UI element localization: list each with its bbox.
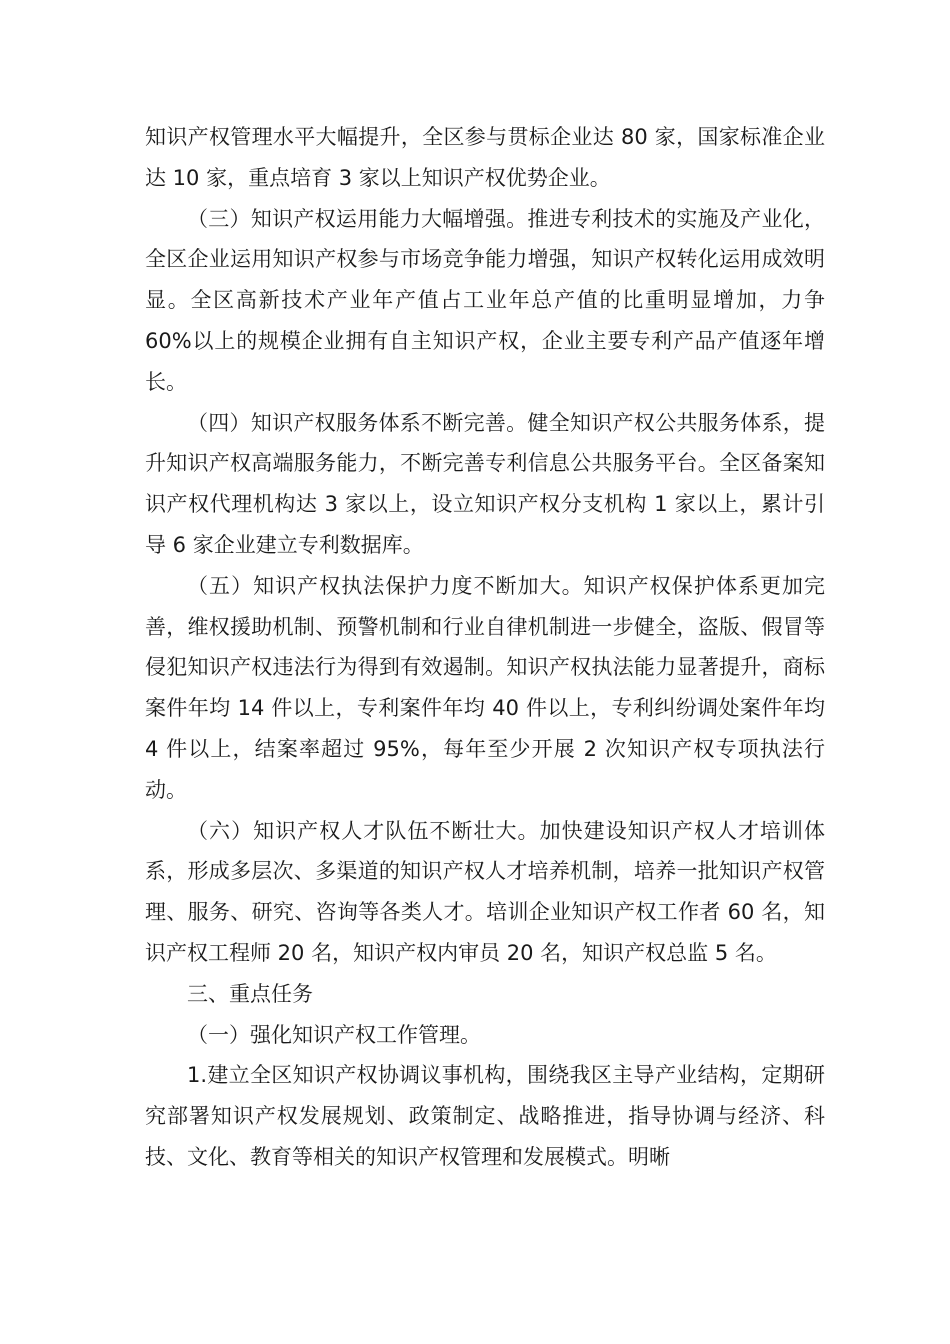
paragraph-section-5: （五）知识产权执法保护力度不断加大。知识产权保护体系更加完善，维权援助机制、预警机制和行业自律机制进一步健全，盗版、假冒等侵犯知识产权违法行为得到有效遏制。知识产权执法能力显著提升，商标案件年均 14 件以上，专利案件年均 40 件以上，专利纠纷调处案件年均 4 件以上，结案率超过 95%，每年至少开展 2 次知识产权专项执法行动。 (145, 573, 825, 802)
paragraph-section-4: （四）知识产权服务体系不断完善。健全知识产权公共服务体系，提升知识产权高端服务能力，不断完善专利信息公共服务平台。全区备案知识产权代理机构达 3 家以上，设立知识产权分支机构 1 家以上，累计引导 6 家企业建立专利数据库。 (145, 410, 825, 557)
heading-key-tasks: 三、重点任务 (187, 981, 313, 1006)
paragraph-item-1: 1.建立全区知识产权协调议事机构，围绕我区主导产业结构，定期研究部署知识产权发展规划、政策制定、战略推进，指导协调与经济、科技、文化、教育等相关的知识产权管理和发展模式。明晰 (145, 1063, 825, 1169)
paragraph-section-6: （六）知识产权人才队伍不断壮大。加快建设知识产权人才培训体系，形成多层次、多渠道的知识产权人才培养机制，培养一批知识产权管理、服务、研究、咨询等各类人才。培训企业知识产权工作者 60 名，知识产权工程师 20 名，知识产权内审员 20 名，知识产权总监 5 名。 (145, 818, 825, 965)
document-body (145, 117, 825, 1178)
paragraph-continuation: 知识产权管理水平大幅提升，全区参与贯标企业达 80 家，国家标准企业达 10 家，重点培育 3 家以上知识产权优势企业。 (145, 125, 825, 190)
subheading-strengthen-management: （一）强化知识产权工作管理。 (187, 1022, 481, 1047)
paragraph-section-3: （三）知识产权运用能力大幅增强。推进专利技术的实施及产业化，全区企业运用知识产权参与市场竞争能力增强，知识产权转化运用成效明显。全区高新技术产业年产值占工业年总产值的比重明显增加，力争 60%以上的规模企业拥有自主知识产权，企业主要专利产品产值逐年增长。 (145, 206, 825, 394)
